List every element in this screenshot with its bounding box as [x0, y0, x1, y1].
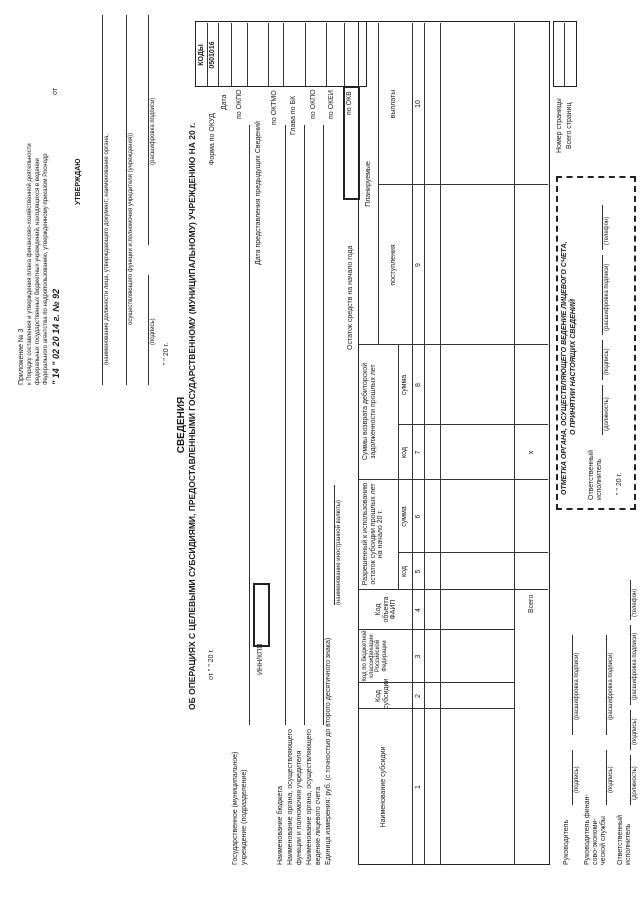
finance-label-3: ческой службы: [600, 816, 607, 865]
finance-decoding-line: [606, 635, 607, 735]
appendix-title: Приложение № 3: [18, 328, 25, 385]
currency-caption: (наименование иностранной валюты): [336, 499, 342, 605]
col-number: 1: [415, 785, 422, 789]
okpo-label: по ОКПО: [236, 89, 243, 119]
approve-signature-caption: (подпись): [150, 318, 156, 345]
stamp-position-line: [602, 385, 603, 435]
appendix-line-1: к Порядку составления и утверждения плана финансово-хозяйственной деятельности: [27, 143, 33, 385]
col-number: 8: [415, 383, 422, 387]
resp-position-caption: (должность): [632, 766, 638, 800]
codes-row-line: [218, 23, 219, 87]
institution-label-2: учреждение (подразделение): [241, 769, 248, 865]
col-permitted-header: Разрешенный к использованию остаток субсидии прошлых лет на начало 20 г.: [362, 482, 385, 586]
approve-org-line: [126, 15, 127, 385]
col-faip-header: Код объекта ФАИП: [375, 596, 398, 623]
okei-label: по ОКЕИ: [328, 90, 335, 119]
account-line: [323, 125, 324, 725]
page-number-divider: [564, 23, 565, 87]
stamp-decoding-line: [602, 255, 603, 335]
inn-kpp-field[interactable]: [253, 583, 270, 647]
form-label: Форма по ОКУД: [209, 113, 216, 165]
unit-label: Единица измерения: руб. (с точностью до второго десятичного знака): [325, 637, 332, 865]
resp-position-line: [630, 755, 631, 805]
codes-row-line: [305, 23, 306, 87]
approve-decoding-caption: (расшифровка подписи): [150, 97, 156, 165]
sub-sum-header: сумма: [401, 506, 408, 527]
responsible-label-2: исполнитель: [625, 823, 632, 865]
col-name-header: Наименование субсидии: [380, 746, 387, 828]
stamp-phone-caption: (телефон): [604, 216, 610, 245]
page-number-label: Номер страницы: [556, 98, 563, 153]
founder-line: [304, 125, 305, 725]
oktmo-label: по ОКТМО: [271, 90, 278, 125]
header-sub-line: [398, 345, 399, 590]
col-number: 4: [415, 608, 422, 612]
balance-start-label: Остаток средств на начало года: [347, 245, 354, 350]
total-x: х: [528, 450, 535, 455]
stamp-signature-line: [602, 340, 603, 380]
account-label-2: ведение лицевого счета: [315, 786, 322, 865]
approve-decoding-line: [148, 15, 149, 245]
resp-decoding-caption: (расшифровка подписи): [632, 632, 638, 700]
stamp-subtitle: О ПРИНЯТИИ НАСТОЯЩИХ СВЕДЕНИЙ: [570, 299, 577, 435]
approve-position-caption: (наименование должности лица, утверждающего документ; наименование органа,: [104, 134, 110, 365]
resp-decoding-line: [630, 625, 631, 705]
stamp-position-caption: (должность): [604, 397, 610, 431]
col-budget-code-header: Код по бюджетной классификации Российской Федерации: [362, 630, 388, 682]
header-sub-line: [378, 23, 379, 345]
row-line: [440, 23, 441, 865]
sub-payments-header: выплаты: [390, 89, 397, 119]
institution-line: [249, 125, 250, 725]
col-number: 3: [415, 654, 422, 659]
finance-signature-caption: (подпись): [608, 766, 614, 793]
approve-signature-line: [148, 275, 149, 385]
approve-date: " " 20 г.: [163, 342, 170, 365]
head-signature-line: [572, 750, 573, 805]
order-date-line: " 14 " 02 20 14 г. № 92: [51, 288, 61, 385]
col-line: [358, 479, 548, 480]
finance-label-1: Руководитель финан-: [584, 794, 591, 865]
founder-label-2: функции и полномочия учредителя: [296, 750, 303, 865]
resp-phone-line: [630, 580, 631, 620]
approve-title: УТВЕРЖДАЮ: [75, 158, 82, 205]
stamp-date: " " 20 г.: [616, 472, 623, 495]
form-code: 0501016: [209, 41, 216, 69]
codes-row-line: [344, 23, 345, 87]
col-number: 7: [415, 450, 422, 455]
sub-receipts-header: поступления: [390, 244, 397, 286]
sub-code-header-2: код: [401, 447, 408, 458]
founder-label-1: Наименование органа, осуществляющего: [287, 729, 294, 865]
responsible-label-1: Ответственный: [617, 815, 624, 865]
head-decoding-caption: (расшифровка подписи): [574, 652, 580, 720]
document-title: СВЕДЕНИЯ: [176, 396, 187, 454]
codes-row-line: [231, 23, 232, 87]
head-signature-caption: (подпись): [574, 766, 580, 793]
budget-label: Наименование бюджета: [277, 785, 284, 865]
approve-position-line: [102, 15, 103, 385]
sub-code-header: код: [401, 566, 408, 577]
codes-row-line: [207, 23, 208, 87]
appendix-line-2: федеральных государственных бюджетных учреждений, находящихся в ведении: [35, 158, 41, 385]
account-label-1: Наименование органа, осуществляющего: [306, 729, 313, 865]
resp-phone-caption: (телефон): [632, 588, 638, 617]
document-date: от " " 20 г.: [208, 648, 215, 680]
stamp-phone-line: [602, 205, 603, 250]
total-line: [514, 23, 515, 865]
inn-kpp-label: ИНН/КПП: [257, 643, 264, 675]
stamp-responsible-2: исполнитель: [596, 458, 603, 500]
finance-label-2: сово-экономи-: [592, 818, 599, 865]
currency-line: [334, 485, 335, 605]
prev-date-label: Дата представления предыдущих Сведений: [255, 121, 262, 265]
codes-header: КОДЫ: [198, 44, 205, 66]
page-number-box: [553, 21, 577, 87]
budget-line: [285, 125, 286, 725]
codes-row-line: [326, 23, 327, 87]
col-line: [378, 184, 548, 185]
col-number: 9: [415, 263, 422, 267]
stamp-decoding-caption: (расшифровка подписи): [604, 263, 610, 331]
okv-label: по ОКВ: [346, 91, 353, 115]
appendix-line-3: Федерального агентства по недропользованию, утвержденному приказом Роснедр: [43, 153, 49, 385]
col-number: 6: [415, 514, 422, 519]
appendix-from: от: [52, 88, 59, 95]
header-bottom-line: [412, 23, 413, 865]
bk-label: Глава по БК: [290, 95, 297, 135]
resp-signature-line: [630, 710, 631, 750]
col-planned-header: Планируемые: [365, 161, 372, 207]
okpo2-label: по ОКПО: [310, 89, 317, 119]
total-pages-label: Всего страниц: [566, 102, 573, 149]
col-code-header: Код субсидии: [375, 678, 390, 709]
codes-row-line: [247, 23, 248, 87]
col-number: 5: [415, 569, 422, 574]
stamp-title: ОТМЕТКА ОРГАНА, ОСУЩЕСТВЛЯЮЩЕГО ВЕДЕНИЕ ЛИЦЕВОГО СЧЕТА,: [561, 241, 568, 495]
codes-row-line: [268, 23, 269, 87]
col-receivable-header: Суммы возврата дебиторской задолженности прошлых лет: [362, 362, 377, 461]
col-line: [358, 344, 548, 345]
document-subtitle: ОБ ОПЕРАЦИЯХ С ЦЕЛЕВЫМИ СУБСИДИЯМИ, ПРЕДОСТАВЛЕННЫМИ ГОСУДАРСТВЕННОМУ (МУНИЦИПАЛЬНОМУ) УЧРЕЖДЕНИЮ НА 20 г.: [187, 122, 197, 710]
stamp-responsible-1: Ответственный: [588, 450, 595, 500]
stamp-signature-caption: (подпись): [604, 348, 610, 375]
date-label: Дата: [221, 94, 228, 110]
head-decoding-line: [572, 635, 573, 735]
sub-sum-header-2: сумма: [401, 374, 408, 396]
institution-label-1: Государственное (муниципальное): [232, 751, 239, 865]
total-label: Всего: [528, 594, 535, 613]
resp-signature-caption: (подпись): [632, 718, 638, 745]
head-label: Руководитель: [563, 819, 570, 865]
codes-table: [195, 21, 367, 87]
finance-signature-line: [606, 750, 607, 805]
numbers-bottom-line: [424, 23, 425, 865]
codes-row-line: [283, 23, 284, 87]
col-number: 10: [415, 100, 422, 108]
finance-decoding-caption: (расшифровка подписи): [608, 652, 614, 720]
approve-org-caption: осуществляющего функции и полномочия учредителя (учреждения)): [128, 132, 134, 325]
col-number: 2: [415, 694, 422, 698]
